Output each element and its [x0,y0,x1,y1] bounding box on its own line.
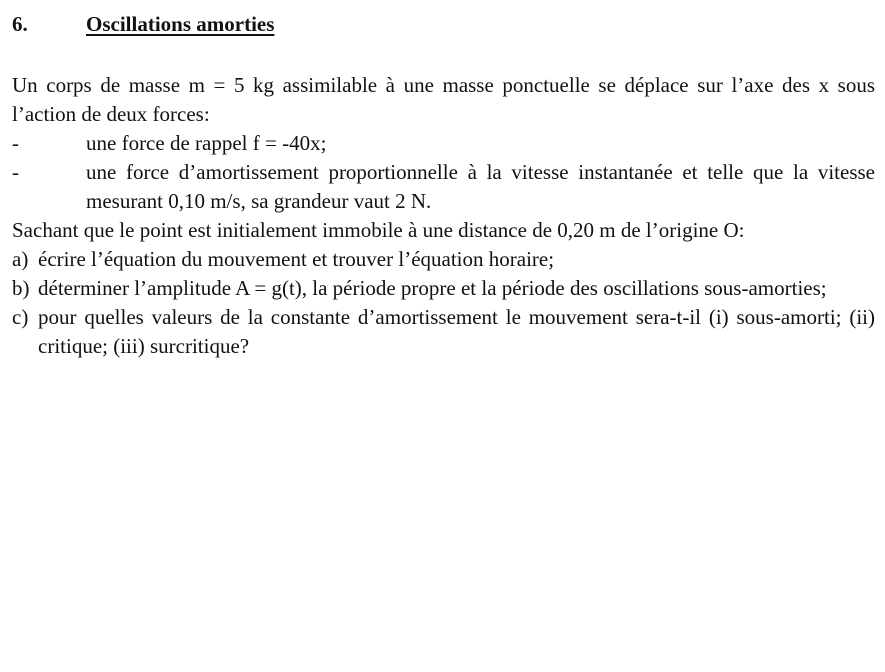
question-marker: a) [12,247,29,271]
exercise-document [12,12,875,361]
question-text: écrire l’équation du mouvement et trouver l’équation horaire; [38,247,555,271]
question-item [12,274,875,303]
section-title: Oscillations amorties [86,12,275,36]
context-paragraph: Sachant que le point est initialement immobile à une distance de 0,20 m de l’origine O: [12,218,745,242]
force-text: une force d’amortissement proportionnelle à la vitesse instantanée et telle que la vitesse mesurant 0,10 m/s, sa grandeur vaut 2 N. [86,160,875,213]
question-text: déterminer l’amplitude A = g(t), la période propre et la période des oscillations sous-amorties; [38,276,827,300]
question-item [12,303,875,361]
force-item [12,158,875,216]
force-marker: - [12,160,19,184]
section-number: 6. [12,12,28,36]
section-heading [12,12,875,42]
intro-paragraph: Un corps de masse m = 5 kg assimilable à une masse ponctuelle se déplace sur l’axe des x sous l’action de deux forces: [12,73,875,126]
force-marker: - [12,131,19,155]
force-text: une force de rappel f = -40x; [86,131,327,155]
question-marker: b) [12,276,30,300]
force-item [12,129,875,158]
question-item [12,245,875,274]
question-text: pour quelles valeurs de la constante d’amortissement le mouvement sera-t-il (i) sous-amorti; (ii) critique; (iii) surcritique? [38,305,875,358]
question-marker: c) [12,305,29,329]
